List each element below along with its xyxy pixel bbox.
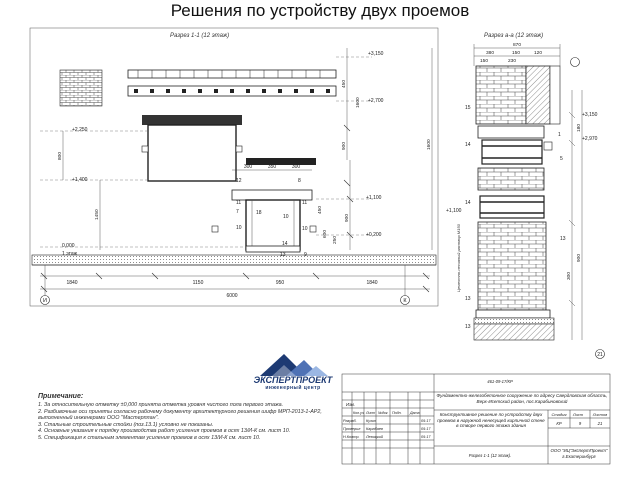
section-a-a-caption: Разрез а-а (12 этаж) bbox=[484, 33, 544, 39]
logo-name: ЭКСПЕРТПРОЕКТ bbox=[253, 375, 333, 385]
stamp-object: Фундаментно-железобетонное сооружение по адресу Свердловская область, Верх-Исетский район, пос.Карабиновский bbox=[436, 393, 608, 404]
callout-number: 11 bbox=[302, 200, 308, 206]
dimension-total: 6000 bbox=[226, 293, 238, 299]
dimension-label: 1450 bbox=[95, 209, 100, 220]
axis-label: 21 bbox=[597, 352, 603, 358]
dimension-label: 120 bbox=[533, 51, 543, 56]
stamp-org: ООО "ИЦ"ЭкспертПроект" г.Екатеринбург bbox=[550, 448, 608, 459]
callout-number: 7 bbox=[236, 209, 239, 215]
elevation-label: +2,700 bbox=[368, 98, 384, 104]
callout-number: 13 bbox=[560, 236, 566, 242]
dimension-label: 350 bbox=[267, 164, 277, 170]
dimension-label: 450 bbox=[318, 205, 323, 214]
elevation-label: +1,100 bbox=[446, 208, 462, 214]
dimension-label: 300 bbox=[291, 164, 301, 170]
callout-number: 10 bbox=[302, 226, 308, 232]
note-item: выполненный инженерами ООО "Мастерплан". bbox=[38, 415, 159, 422]
elevation-label: +2,970 bbox=[582, 136, 598, 142]
dimension-label: 1600 bbox=[356, 97, 361, 108]
callout-number: 14 bbox=[465, 200, 471, 206]
stamp-stage: КР bbox=[556, 421, 562, 426]
company-logo bbox=[246, 346, 340, 394]
note-item: 5. Спецификация к стальным элементам усиления проемов в осях 13/И-К см. лист 10. bbox=[38, 434, 261, 441]
dimension-label: 800 bbox=[58, 151, 63, 160]
page-title: Решения по устройству двух проемов bbox=[170, 1, 470, 20]
axis-label-right: К bbox=[403, 298, 407, 304]
stamp-sheet-label: Лист bbox=[572, 412, 584, 417]
stamp-header: Лист bbox=[366, 411, 376, 415]
stamp-header: Кол.уч bbox=[353, 411, 364, 415]
elevation-label: +1,100 bbox=[366, 195, 382, 201]
axis-label-left: И bbox=[43, 298, 47, 304]
callout-number: 13 bbox=[280, 252, 286, 258]
callout-number: 13 bbox=[465, 296, 471, 302]
stamp-code: 461-09-17/КР bbox=[487, 379, 513, 384]
floor-label: 1 этаж bbox=[62, 251, 77, 257]
dimension-label: 300 bbox=[243, 164, 253, 170]
callout-number: 13 bbox=[465, 324, 471, 330]
callout-number: 10 bbox=[236, 225, 242, 231]
callout-number: 5 bbox=[560, 156, 563, 162]
dimension-label: 1840 bbox=[366, 280, 378, 286]
stamp-date: 09.17 bbox=[421, 419, 431, 423]
stamp-role: Н.Контр. bbox=[343, 435, 360, 439]
stamp-sheets: 21 bbox=[597, 421, 603, 426]
dimension-label: 180 bbox=[577, 123, 582, 132]
stamp-header: №док bbox=[378, 411, 388, 415]
stamp-sheet-title: Конструктивное решение по устройству двух проемов в наружной ненесущей кирпичной стене в створе первого этажа здания bbox=[437, 412, 545, 429]
stamp-drawing: Разрез 1-1 (12 этаж). bbox=[468, 453, 512, 458]
dimension-label: 150 bbox=[511, 51, 521, 56]
elevation-label: 0,000 bbox=[62, 243, 75, 249]
stamp-role: Разраб. bbox=[343, 419, 357, 423]
stamp-name: Кузин bbox=[366, 419, 377, 423]
elevation-label: +0,200 bbox=[366, 232, 382, 238]
dimension-label: 230 bbox=[507, 59, 517, 64]
notes-heading: Примечание: bbox=[38, 393, 84, 400]
section-1-1-caption: Разрез 1-1 (12 этаж) bbox=[170, 33, 230, 39]
elevation-label: +3,150 bbox=[368, 51, 384, 57]
dimension-label: 950 bbox=[275, 280, 285, 286]
stamp-sheets-label: Листов bbox=[592, 412, 608, 417]
callout-number: 15 bbox=[465, 105, 471, 111]
stamp-sheet: 9 bbox=[578, 421, 582, 426]
note-item: 3. Стальные строительные стойки (поз.13.1) условно не показаны. bbox=[38, 421, 214, 428]
callout-number: 12 bbox=[236, 178, 242, 184]
notes-block bbox=[38, 392, 338, 442]
dimension-label: 150 bbox=[479, 59, 489, 64]
brick-sample bbox=[60, 70, 102, 106]
stamp-name: Левицкий bbox=[366, 435, 383, 439]
callout-number: 18 bbox=[256, 210, 262, 216]
dimension-label: 1150 bbox=[192, 280, 204, 286]
elevation-label: +2,250 bbox=[72, 127, 88, 133]
dimension-label: 1600 bbox=[427, 139, 432, 150]
section-a-a bbox=[446, 33, 605, 359]
stamp-header: Дата bbox=[410, 411, 420, 415]
dimension-label: 250 bbox=[333, 235, 338, 244]
stamp-stage-label: Стадия bbox=[551, 412, 567, 417]
dimension-label: 900 bbox=[345, 213, 350, 222]
stamp-header: Подп. bbox=[392, 411, 402, 415]
section-1-1 bbox=[30, 28, 438, 306]
callout-number: 9 bbox=[304, 252, 307, 258]
dimension-label: 300 bbox=[567, 271, 572, 280]
dimension-label: 870 bbox=[512, 43, 522, 48]
callout-number: 14 bbox=[282, 241, 288, 247]
dimension-label: 600 bbox=[323, 229, 328, 238]
elevation-label: +1,400 bbox=[72, 177, 88, 183]
callout-number: 11 bbox=[236, 200, 242, 206]
dimension-label: 900 bbox=[577, 253, 582, 262]
callout-number: 8 bbox=[298, 178, 301, 184]
axis-marker bbox=[571, 58, 580, 67]
callout-number: 10 bbox=[283, 214, 289, 220]
dimension-label: 450 bbox=[342, 79, 347, 88]
stamp-date: 09.17 bbox=[421, 427, 431, 431]
mortar-note: Цементно-песчаный раствор М150 bbox=[456, 224, 461, 292]
note-item: 1. За относительную отметку ±0,000 принята отметка уровня чистого пола первого этажа. bbox=[38, 402, 284, 408]
callout-number: 14 bbox=[465, 142, 471, 148]
dimension-label: 900 bbox=[342, 141, 347, 150]
dimension-label: 1840 bbox=[66, 280, 78, 286]
stamp-role: Проверил bbox=[343, 427, 361, 431]
callout-number: 1 bbox=[558, 132, 561, 138]
stamp-header: Изм. bbox=[346, 402, 355, 407]
note-item: 4. Основные указания к порядку производства работ усиления проемов в осях 13/И-К см. лист 10. bbox=[38, 428, 291, 435]
stamp-date: 09.17 bbox=[421, 435, 431, 439]
note-item: 2. Разбивочные оси приняты согласно рабочему документу архитектурного решения шифр МРП-2013-1-АР2, bbox=[38, 408, 322, 415]
stamp-name: Карабаев bbox=[366, 427, 383, 431]
elevation-label: +3,150 bbox=[582, 112, 598, 118]
logo-tagline: инженерный центр bbox=[265, 385, 321, 391]
dimension-label: 380 bbox=[485, 51, 495, 56]
